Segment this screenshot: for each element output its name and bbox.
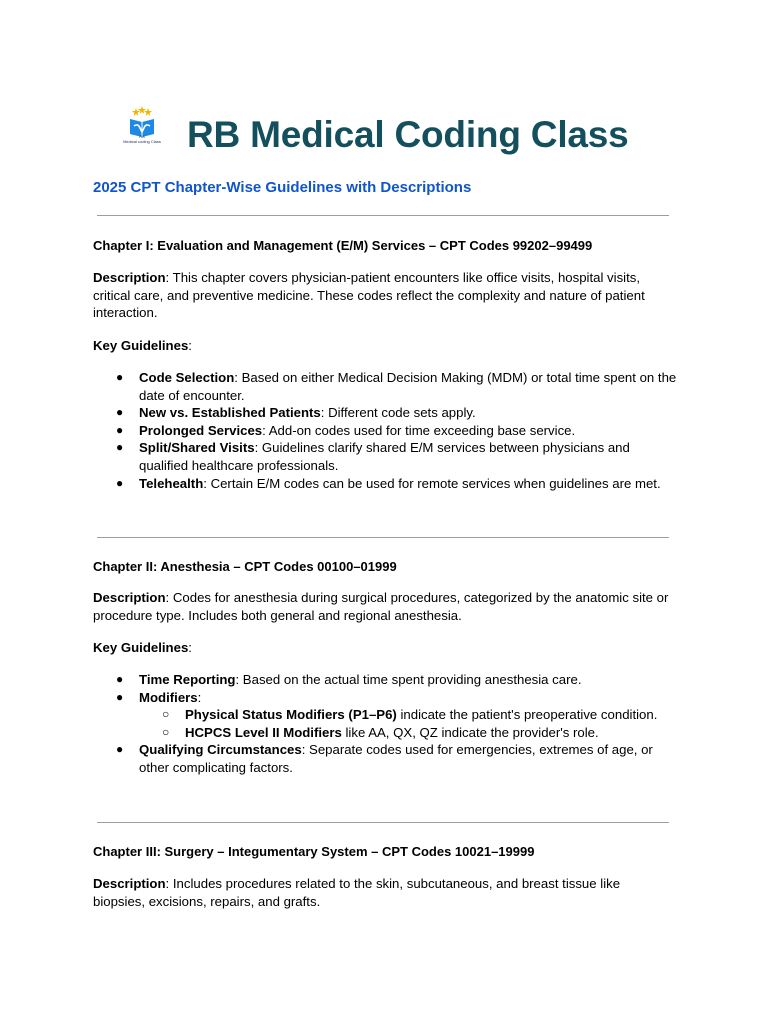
list-item — [93, 404, 678, 422]
list-item — [93, 439, 678, 474]
chapter-1-guidelines-list — [93, 369, 678, 492]
bullet-icon: ● — [116, 689, 124, 704]
chapter-2-description — [93, 589, 675, 624]
guidelines-label: Key Guidelines — [93, 338, 189, 353]
bullet-icon: ● — [116, 440, 124, 455]
divider-1 — [97, 215, 669, 216]
bullet-term: Time Reporting — [139, 672, 236, 687]
bullet-term: Prolonged Services — [139, 422, 263, 438]
bullet-text: : Based on the actual time spent providing anesthesia care. — [235, 672, 582, 687]
sub-bullet-text: indicate the patient's preoperative condition. — [396, 707, 658, 723]
description-text: : This chapter covers physician-patient encounters like office visits, hospital visits, critical care, and preventive medicine. These codes reflect the complexity and nature of patient interaction. — [93, 270, 645, 321]
bullet-term: Code Selection — [139, 370, 235, 385]
sub-bullet-term: HCPCS Level II Modifiers — [185, 724, 342, 740]
bullet-term: Telehealth — [139, 475, 204, 491]
sub-list-item — [93, 724, 678, 742]
bullet-text: : Guidelines clarify shared E/M services between physicians and qualified healthcare professionals. — [139, 440, 630, 473]
chapter-1-heading: Chapter I: Evaluation and Management (E/M) Services – CPT Codes 99202–99499 — [93, 238, 593, 253]
bullet-icon: ● — [116, 370, 124, 384]
bullet-icon: ● — [116, 405, 124, 420]
description-text: : Codes for anesthesia during surgical procedures, categorized by the anatomic site or procedure type. Includes both general and regional anesthesia. — [93, 590, 669, 623]
bullet-icon: ● — [116, 422, 124, 437]
bullet-term: Modifiers — [139, 689, 198, 705]
logo-caption-text: Medical coding Class — [123, 139, 161, 144]
divider-2 — [97, 537, 669, 538]
bullet-term: New vs. Established Patients — [139, 405, 321, 421]
bullet-text: : — [197, 689, 202, 705]
rb-logo-icon — [118, 106, 166, 152]
chapter-1-guidelines-label — [93, 337, 675, 355]
bullet-text: : Based on either Medical Decision Making (MDM) or total time spent on the date of encounter. — [139, 370, 677, 403]
list-item — [93, 741, 678, 776]
list-item — [93, 422, 678, 440]
brand-title: RB Medical Coding Class — [187, 114, 629, 155]
chapter-3-description — [93, 875, 675, 910]
sub-list-item — [93, 706, 678, 724]
header — [114, 104, 674, 160]
document-subtitle: 2025 CPT Chapter-Wise Guidelines with Descriptions — [93, 179, 472, 196]
logo-initials: RB — [139, 134, 145, 139]
chapter-1-description — [93, 269, 675, 322]
list-item — [93, 689, 678, 707]
list-item — [93, 671, 678, 689]
description-text: : Includes procedures related to the skin, subcutaneous, and breast tissue like biopsies, excisions, repairs, and grafts. — [93, 876, 621, 909]
bullet-term: Split/Shared Visits — [139, 440, 255, 456]
bullet-text: : Certain E/M codes can be used for remote services when guidelines are met. — [203, 475, 661, 491]
divider-3 — [97, 822, 669, 823]
guidelines-colon: : — [188, 338, 192, 353]
bullet-text: : Separate codes used for emergencies, extremes of age, or other complicating factors. — [139, 742, 653, 775]
logo-caption — [114, 134, 170, 144]
list-item — [93, 369, 678, 404]
guidelines-label: Key Guidelines — [93, 640, 189, 655]
bullet-text: : Add-on codes used for time exceeding base service. — [262, 422, 576, 438]
sub-bullet-term: Physical Status Modifiers (P1–P6) — [185, 707, 397, 723]
description-label: Description — [93, 590, 166, 605]
chapter-2-guidelines-label — [93, 639, 675, 657]
bullet-text: : Different code sets apply. — [320, 405, 476, 421]
bullet-icon: ● — [116, 475, 124, 490]
bullet-icon: ● — [116, 742, 124, 757]
sub-bullet-text: like AA, QX, QZ indicate the provider's role. — [341, 724, 599, 740]
bullet-term: Qualifying Circumstances — [139, 742, 302, 758]
list-item — [93, 475, 678, 493]
description-label: Description — [93, 270, 166, 285]
sub-bullet-icon: ○ — [162, 724, 170, 739]
description-label: Description — [93, 876, 166, 891]
guidelines-colon: : — [188, 640, 192, 655]
chapter-3-heading: Chapter III: Surgery – Integumentary System – CPT Codes 10021–19999 — [93, 844, 535, 859]
bullet-icon: ● — [116, 672, 124, 686]
sub-bullet-icon: ○ — [162, 707, 170, 722]
chapter-2-heading: Chapter II: Anesthesia – CPT Codes 00100–01999 — [93, 559, 397, 574]
chapter-2-guidelines-list — [93, 671, 678, 777]
